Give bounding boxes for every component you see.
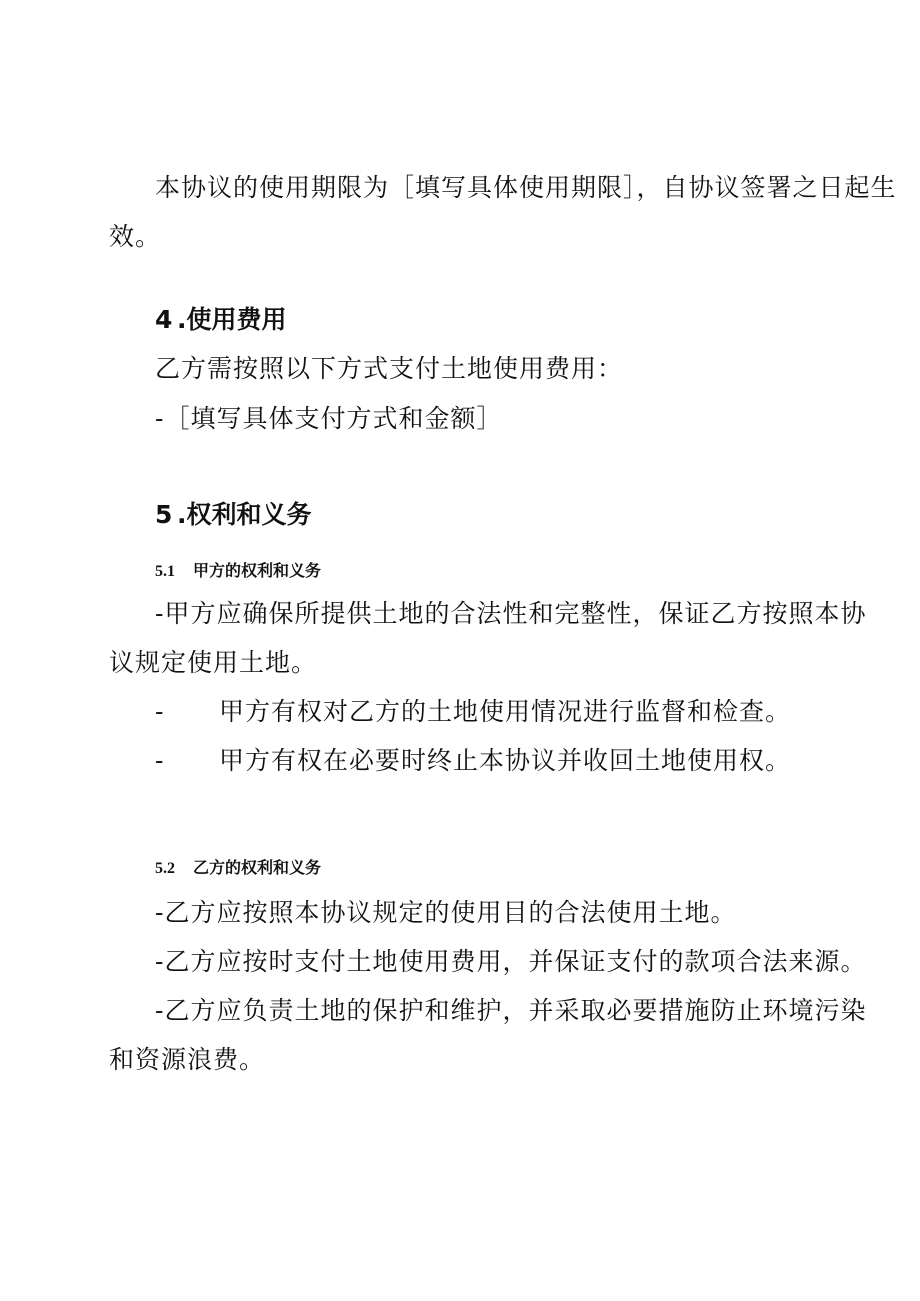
section-4-title: .使用费用 xyxy=(177,305,287,334)
subsection-5-1-item-2-dash: - xyxy=(155,697,164,726)
subsection-5-2-item-2: -乙方应按时支付土地使用费用，并保证支付的款项合法来源。 xyxy=(155,947,867,976)
subsection-5-1-title: 甲方的权利和义务 xyxy=(193,561,322,580)
term-paragraph-line-1: 本协议的使用期限为［填写具体使用期限］，自协议签署之日起生 xyxy=(155,173,897,202)
section-4-number: 4 xyxy=(155,305,173,334)
subsection-5-1-item-3-text: 甲方有权在必要时终止本协议并收回土地使用权。 xyxy=(219,746,792,775)
section-5-heading xyxy=(155,500,312,530)
subsection-5-2-item-3-line-1: -乙方应负责土地的保护和维护，并采取必要措施防止环境污染 xyxy=(155,996,867,1025)
subsection-5-2-item-1: -乙方应按照本协议规定的使用目的合法使用土地。 xyxy=(155,898,737,927)
section-4-intro: 乙方需按照以下方式支付土地使用费用： xyxy=(155,354,624,383)
subsection-5-1-heading xyxy=(155,561,321,582)
section-5-title: .权利和义务 xyxy=(177,500,312,529)
section-4-item-1: -［填写具体支付方式和金额］ xyxy=(155,404,503,433)
subsection-5-1-item-1-line-2: 议规定使用土地。 xyxy=(109,648,318,677)
subsection-5-1-number: 5.1 xyxy=(155,563,175,580)
section-5-number: 5 xyxy=(155,500,173,529)
subsection-5-1-item-1-line-1: -甲方应确保所提供土地的合法性和完整性，保证乙方按照本协 xyxy=(155,599,867,628)
subsection-5-2-title: 乙方的权利和义务 xyxy=(193,858,322,877)
subsection-5-1-item-2-text: 甲方有权对乙方的土地使用情况进行监督和检查。 xyxy=(219,697,792,726)
subsection-5-2-number: 5.2 xyxy=(155,860,175,877)
section-4-heading xyxy=(155,305,287,335)
subsection-5-1-item-3-dash: - xyxy=(155,746,164,775)
subsection-5-2-heading xyxy=(155,858,321,879)
term-paragraph-line-2: 效。 xyxy=(109,222,162,251)
subsection-5-2-item-3-line-2: 和资源浪费。 xyxy=(109,1045,266,1074)
